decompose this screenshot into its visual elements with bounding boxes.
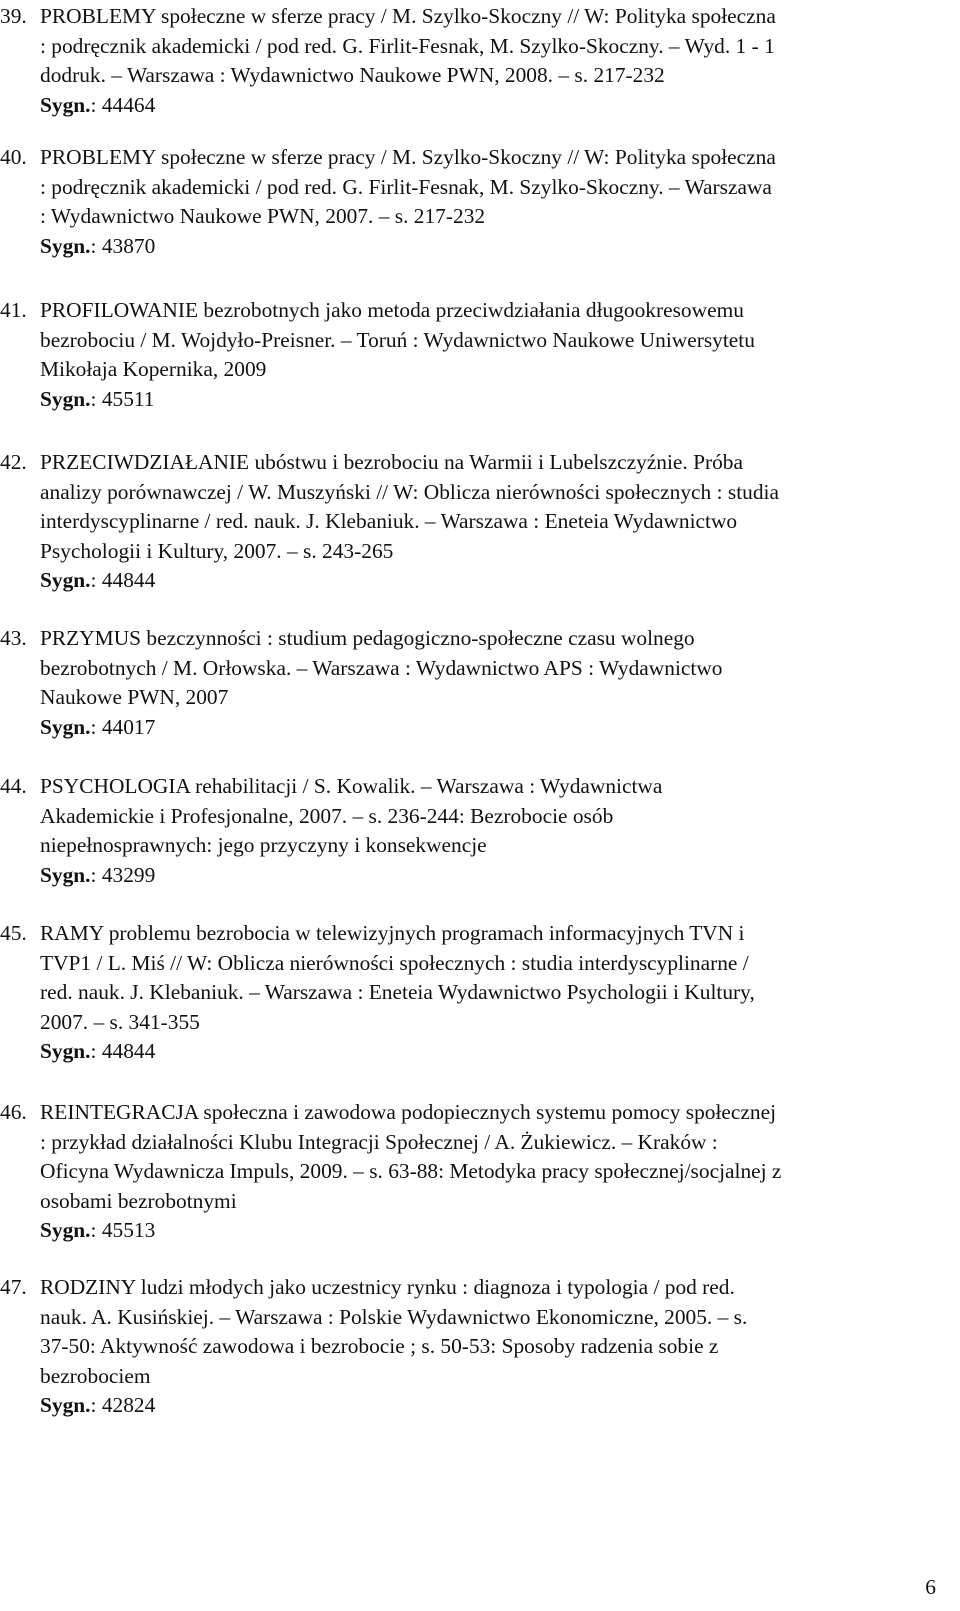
entry-text-line: Naukowe PWN, 2007 [40,685,229,709]
entry-text-line: niepełnosprawnych: jego przyczyny i konsekwencje [40,833,487,857]
entry-number: 42. [0,450,27,474]
entry-number: 41. [0,298,27,322]
call-number-label: Sygn. [40,714,91,739]
entry-text-line: : podręcznik akademicki / pod red. G. Firlit-Fesnak, M. Szylko-Skoczny. – Warszawa [40,174,772,199]
entry-text-line: 37-50: Aktywność zawodowa i bezrobocie ; s. 50-53: Sposoby radzenia sobie z [40,1334,719,1358]
call-number [0,1037,945,1067]
entry-text-line: bezrobociu / M. Wojdyło-Preisner. – Toruń : Wydawnictwo Naukowe Uniwersytetu [40,327,755,352]
bibliography-entry [0,1273,945,1421]
bibliography-entry [0,143,945,261]
call-number [0,1391,945,1421]
call-number-label: Sygn. [40,92,91,117]
call-number-label: Sygn. [40,233,91,258]
call-number-label: Sygn. [40,386,91,411]
page-number: 6 [925,1575,936,1599]
bibliography-entry [0,919,945,1067]
entry-text-line: analizy porównawczej / W. Muszyński // W: Oblicza nierówności społecznych : studia [40,479,779,504]
entry-number: 39. [0,4,27,28]
entry-text-line: TVP1 / L. Miś // W: Oblicza nierówności społecznych : studia interdyscyplinarne / [40,950,749,975]
entry-text-line: : podręcznik akademicki / pod red. G. Firlit-Fesnak, M. Szylko-Skoczny. – Wyd. 1 - 1 [40,33,775,58]
entry-number: 40. [0,145,27,169]
entry-text-line: Oficyna Wydawnicza Impuls, 2009. – s. 63-88: Metodyka pracy społecznej/socjalnej z [40,1159,782,1183]
bibliography-entry [0,2,945,120]
call-number-label: Sygn. [40,1393,91,1417]
entry-text-line: RAMY problemu bezrobocia w telewizyjnych programach informacyjnych TVN i [40,921,745,945]
entry-text-line: interdyscyplinarne / red. nauk. J. Klebaniuk. – Warszawa : Eneteia Wydawnictwo [40,509,738,533]
entry-number: 46. [0,1100,27,1124]
entry-text-line: PROFILOWANIE bezrobotnych jako metoda przeciwdziałania długookresowemu [40,298,744,322]
call-number [0,91,945,121]
entry-text-line: red. nauk. J. Klebaniuk. – Warszawa : Eneteia Wydawnictwo Psychologii i Kultury, [40,980,755,1004]
entry-number: 47. [0,1275,27,1299]
entry-text-line: bezrobociem [40,1363,151,1388]
call-number-value: : 44844 [90,1039,156,1063]
bibliography-entry [0,1098,945,1246]
bibliography-entry [0,772,945,890]
call-number-label: Sygn. [40,1039,91,1063]
call-number-value: : 44844 [90,568,156,592]
call-number [0,713,945,743]
entry-text-line: PRZYMUS bezczynności : studium pedagogiczno-społeczne czasu wolnego [40,626,695,650]
entry-text-line: PROBLEMY społeczne w sferze pracy / M. Szylko-Skoczny // W: Polityka społeczna [40,4,776,28]
bibliography-entry [0,296,945,414]
entry-number: 43. [0,626,27,650]
call-number [0,232,945,262]
call-number-label: Sygn. [40,862,91,887]
call-number-value: : 44464 [90,92,156,117]
call-number-value: : 45513 [90,1218,156,1242]
entry-text-line: PSYCHOLOGIA rehabilitacji / S. Kowalik. – Warszawa : Wydawnictwa [40,774,663,798]
entry-number: 45. [0,921,27,945]
call-number-value: : 43299 [90,862,156,887]
call-number-value: : 42824 [90,1393,156,1417]
entry-text-line: osobami bezrobotnymi [40,1188,237,1213]
entry-text-line: dodruk. – Warszawa : Wydawnictwo Naukowe PWN, 2008. – s. 217-232 [40,63,665,87]
call-number [0,1216,945,1246]
entry-text-line: bezrobotnych / M. Orłowska. – Warszawa : Wydawnictwo APS : Wydawnictwo [40,655,723,680]
entry-text-line: 2007. – s. 341-355 [40,1009,200,1034]
entry-text-line: : przykład działalności Klubu Integracji Społecznej / A. Żukiewicz. – Kraków : [40,1129,718,1154]
entry-text-line: nauk. A. Kusińskiej. – Warszawa : Polskie Wydawnictwo Ekonomiczne, 2005. – s. [40,1304,748,1329]
entry-text-line: PROBLEMY społeczne w sferze pracy / M. Szylko-Skoczny // W: Polityka społeczna [40,145,776,169]
call-number [0,566,945,596]
entry-text-line: Akademickie i Profesjonalne, 2007. – s. 236-244: Bezrobocie osób [40,803,614,828]
call-number-label: Sygn. [40,1218,91,1242]
call-number-label: Sygn. [40,568,91,592]
entry-text-line: Psychologii i Kultury, 2007. – s. 243-265 [40,538,394,563]
entry-text-line: RODZINY ludzi młodych jako uczestnicy rynku : diagnoza i typologia / pod red. [40,1275,735,1299]
entry-text-line: REINTEGRACJA społeczna i zawodowa podopiecznych systemu pomocy społecznej [40,1100,777,1124]
bibliography-entry [0,448,945,596]
entry-text-line: PRZECIWDZIAŁANIE ubóstwu i bezrobociu na Warmii i Lubelszczyźnie. Próba [40,450,743,474]
call-number-value: : 43870 [90,233,156,258]
entry-text-line: Mikołaja Kopernika, 2009 [40,357,267,381]
bibliography-entry [0,624,945,742]
entry-number: 44. [0,774,27,798]
call-number [0,861,945,891]
call-number-value: : 45511 [90,386,155,411]
entry-text-line: : Wydawnictwo Naukowe PWN, 2007. – s. 217-232 [40,204,486,228]
call-number [0,385,945,415]
call-number-value: : 44017 [90,714,156,739]
